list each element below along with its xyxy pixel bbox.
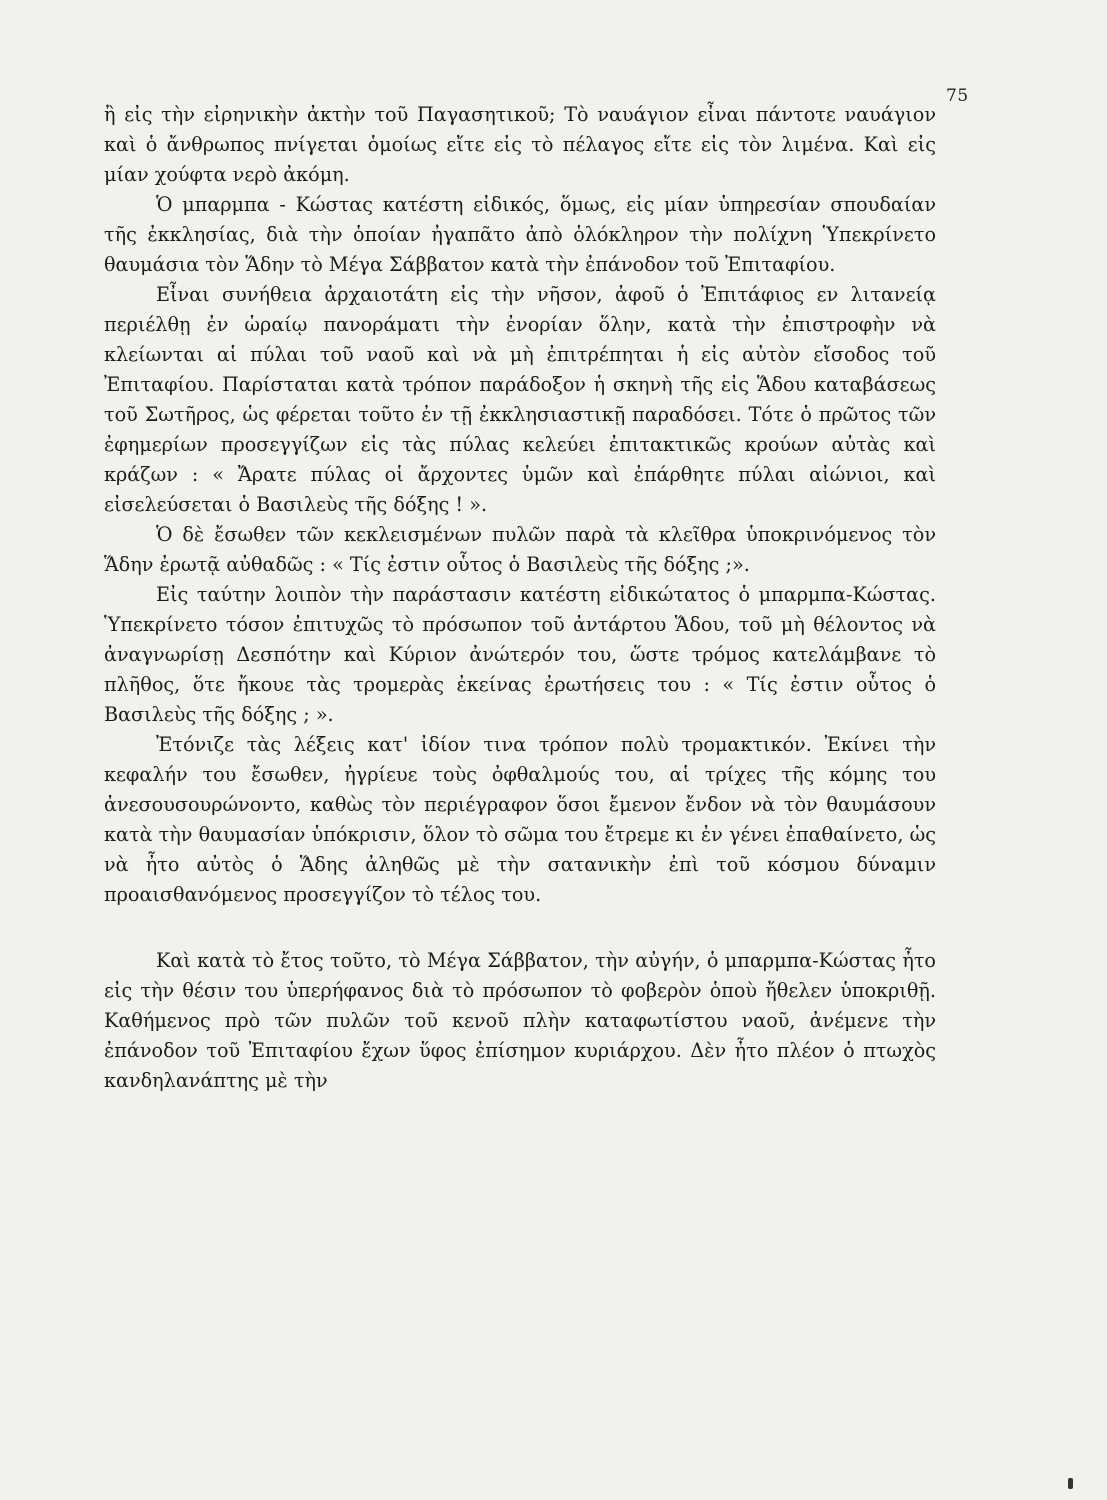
paragraph-1: ἢ εἰς τὴν εἰρηνικὴν ἀκτὴν τοῦ Παγασητικοῦ; Τὸ ναυάγιον εἶναι πάντοτε ναυάγιον καὶ ὁ ἄνθρωπος πνίγεται ὁμοίως εἴτε εἰς τὸ πέλαγος εἴτε εἰς τὸν λιμένα. Καὶ εἰς μίαν χούφτα νερὸ ἀκόμη.	[104, 103, 936, 186]
paragraph-4: Ὁ δὲ ἔσωθεν τῶν κεκλεισμένων πυλῶν παρὰ τὰ κλεῖθρα ὑποκρινόμενος τὸν Ἅδην ἐρωτᾷ αὐθαδῶς : « Τίς ἐστιν οὗτος ὁ Βασιλεὺς τῆς δόξης ;».	[104, 523, 936, 576]
paragraph-2: Ὁ μπαρμπα - Κώστας κατέστη εἰδικός, ὅμως, εἰς μίαν ὑπηρεσίαν σπουδαίαν τῆς ἐκκλησίας, διὰ τὴν ὁποίαν ἠγαπᾶτο ἀπὸ ὁλόκληρον τὴν πολίχνη Ὑπεκρίνετο θαυμάσια τὸν Ἅδην τὸ Μέγα Σάββατον κατὰ τὴν ἐπάνοδον τοῦ Ἐπιταφίου.	[104, 193, 936, 276]
paragraph-5: Εἰς ταύτην λοιπὸν τὴν παράστασιν κατέστη εἰδικώτατος ὁ μπαρμπα-Κώστας. Ὑπεκρίνετο τόσον ἐπιτυχῶς τὸ πρόσωπον τοῦ ἀντάρτου Ἅδου, τοῦ μὴ θέλοντος νὰ ἀναγνωρίσῃ Δεσπότην καὶ Κύριον ἀνώτερόν του, ὥστε τρόμος κατελάμβανε τὸ πλῆθος, ὅτε ἤκουε τὰς τρομερὰς ἐκείνας ἐρωτήσεις του : « Τίς ἐστιν οὗτος ὁ Βασιλεὺς τῆς δόξης ; ».	[104, 583, 936, 726]
paragraph-3: Εἶναι συνήθεια ἀρχαιοτάτη εἰς τὴν νῆσον, ἀφοῦ ὁ Ἐπιτάφιος εν λιτανείᾳ περιέλθῃ ἐν ὡραίῳ πανοράματι τὴν ἐνορίαν ὅλην, κατὰ τὴν ἐπιστροφὴν νὰ κλείωνται αἱ πύλαι τοῦ ναοῦ καὶ νὰ μὴ ἐπιτρέπηται ἡ εἰς αὐτὸν εἴσοδος τοῦ Ἐπιταφίου. Παρίσταται κατὰ τρόπον παράδοξον ἡ σκηνὴ τῆς εἰς Ἅδου καταβάσεως τοῦ Σωτῆρος, ὡς φέρεται τοῦτο ἐν τῇ ἐκκλησιαστικῇ παραδόσει. Τότε ὁ πρῶτος τῶν ἐφημερίων προσεγγίζων εἰς τὰς πύλας κελεύει ἐπιτακτικῶς κρούων αὐτὰς καὶ κράζων : « Ἄρατε πύλας οἱ ἄρχοντες ὑμῶν καὶ ἐπάρθητε πύλαι αἰώνιοι, καὶ εἰσελεύσεται ὁ Βασιλεὺς τῆς δόξης ! ».	[104, 283, 936, 516]
body-text	[104, 100, 936, 1096]
paragraph-6: Ἐτόνιζε τὰς λέξεις κατ' ἰδίον τινα τρόπον πολὺ τρομακτικόν. Ἐκίνει τὴν κεφαλήν του ἔσωθεν, ἠγρίευε τοὺς ὀφθαλμούς του, αἱ τρίχες τῆς κόμης του ἀνεσουσουρώνοντο, καθὼς τὸν περιέγραφον ὅσοι ἔμενον ἔνδον νὰ τὸν θαυμάσουν κατὰ τὴν θαυμασίαν ὑπόκρισιν, ὅλον τὸ σῶμα του ἔτρεμε κι ἐν γένει ἐπαθαίνετο, ὡς νὰ ἦτο αὐτὸς ὁ Ἅδης ἀληθῶς μὲ τὴν σατανικὴν ἐπὶ τοῦ κόσμου δύναμιν προαισθανόμενος προσεγγίζον τὸ τέλος του.	[104, 733, 936, 906]
page-number: 75	[946, 86, 969, 106]
scan-speck	[1068, 1478, 1073, 1489]
paragraph-7: Καὶ κατὰ τὸ ἔτος τοῦτο, τὸ Μέγα Σάββατον, τὴν αὐγήν, ὁ μπαρμπα-Κώστας ἦτο εἰς τὴν θέσιν του ὑπερήφανος διὰ τὸ πρόσωπον τὸ φοβερὸν ὁποὺ ἤθελεν ὑποκριθῇ. Καθήμενος πρὸ τῶν πυλῶν τοῦ κενοῦ πλὴν καταφωτίστου ναοῦ, ἀνέμενε τὴν ἐπάνοδον τοῦ Ἐπιταφίου ἔχων ὕφος ἐπίσημον κυριάρχου. Δὲν ἦτο πλέον ὁ πτωχὸς κανδηλανάπτης μὲ τὴν	[104, 949, 936, 1092]
